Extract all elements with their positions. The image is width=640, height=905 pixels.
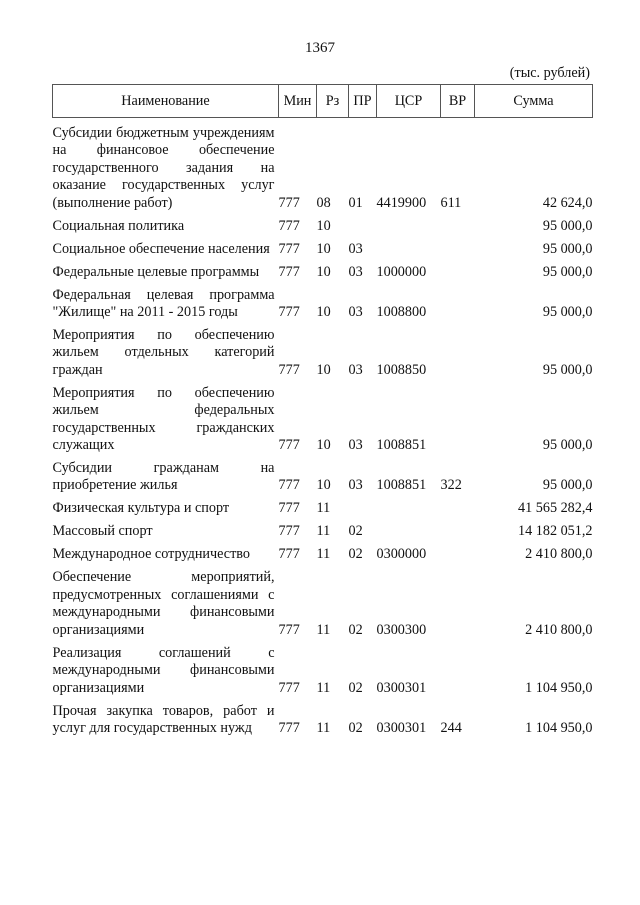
cell-csr: 0300300 [376,621,427,638]
cell-sum: 95 000,0 [542,263,593,280]
cell-name: Физическая культура и спорт [52,500,230,517]
cell-name: Социальная политика [52,217,185,234]
cell-rz: 11 [316,500,331,517]
cell-min: 777 [278,304,300,321]
cell-min: 777 [278,719,300,736]
cell-name: Федеральные целевые программы [52,263,260,280]
cell-min: 777 [278,500,300,517]
cell-pr: 02 [348,523,363,540]
table-row [53,235,593,258]
cell-name: Мероприятия по обеспечению жильем отдельных категорий граждан [52,327,275,378]
cell-rz: 10 [316,217,331,234]
cell-min: 777 [278,194,300,211]
cell-name: Социальное обеспечение населения [52,240,270,257]
header-name: Наименование [53,85,279,118]
table-row [53,639,593,697]
cell-min: 777 [278,263,300,280]
units-label: (тыс. рублей) [509,65,590,81]
cell-pr [349,495,377,518]
table-row [53,495,593,518]
cell-name: Субсидии бюджетным учреждениям на финансовое обеспечение государственного задания на оказание государственных услуг (выполнение работ) [52,125,275,211]
cell-vr [441,281,475,321]
cell-vr [441,541,475,564]
cell-csr: 0300301 [376,679,427,696]
cell-name: Прочая закупка товаров, работ и услуг для государственных нужд [52,702,275,736]
cell-name: Федеральная целевая программа "Жилище" на 2011 - 2015 годы [52,286,275,321]
cell-csr: 1008800 [376,304,427,321]
cell-csr: 0300301 [376,719,427,736]
page-number: 1367 [305,40,335,56]
cell-csr: 4419900 [376,194,427,211]
cell-name: Субсидии гражданам на приобретение жилья [52,460,275,494]
cell-rz: 11 [316,523,331,540]
cell-sum: 41 565 282,4 [518,500,593,517]
cell-rz: 11 [316,719,331,736]
cell-rz: 11 [316,679,331,696]
header-pr: ПР [349,85,377,118]
cell-vr [441,321,475,379]
cell-min: 777 [278,477,300,494]
cell-csr [377,212,441,235]
cell-pr: 02 [348,546,363,563]
table-row [53,118,593,213]
cell-csr [377,235,441,258]
cell-rz: 10 [316,263,331,280]
cell-name: Реализация соглашений с международными финансовыми организациями [52,644,275,696]
cell-sum: 95 000,0 [542,437,593,454]
cell-vr [441,495,475,518]
cell-pr: 02 [348,621,363,638]
cell-rz: 11 [316,621,331,638]
cell-vr [441,379,475,454]
table-row [53,564,593,639]
cell-min: 777 [278,361,300,378]
cell-sum: 95 000,0 [542,240,593,257]
cell-min: 777 [278,523,300,540]
cell-csr: 0300000 [376,546,427,563]
table-row [53,454,593,494]
cell-csr [377,495,441,518]
cell-rz: 11 [316,546,331,563]
cell-name: Международное сотрудничество [52,546,250,563]
cell-vr [441,258,475,281]
table-row [53,212,593,235]
cell-sum: 1 104 950,0 [525,679,593,696]
header-sum: Сумма [475,85,593,118]
cell-pr: 03 [348,361,363,378]
table-row [53,518,593,541]
cell-csr: 1008850 [376,361,427,378]
cell-min: 777 [278,240,300,257]
cell-pr: 03 [348,263,363,280]
table-row [53,281,593,321]
cell-vr [441,518,475,541]
cell-vr [441,212,475,235]
cell-csr: 1008851 [376,437,427,454]
table-row [53,379,593,454]
cell-sum: 95 000,0 [542,217,593,234]
cell-rz: 08 [316,194,331,211]
cell-min: 777 [278,217,300,234]
cell-sum: 14 182 051,2 [518,523,593,540]
cell-sum: 95 000,0 [542,477,593,494]
table-row [53,697,593,737]
cell-name: Массовый спорт [52,523,153,540]
cell-pr: 03 [348,437,363,454]
cell-sum: 42 624,0 [542,194,593,211]
cell-sum: 2 410 800,0 [525,621,593,638]
cell-rz: 10 [316,304,331,321]
cell-vr: 611 [440,194,462,211]
cell-name: Мероприятия по обеспечению жильем федеральных государственных гражданских служащих [52,384,275,454]
cell-pr: 02 [348,679,363,696]
header-vr: ВР [441,85,475,118]
cell-rz: 10 [316,240,331,257]
cell-name: Обеспечение мероприятий, предусмотренных соглашениями с международными финансовыми организациями [52,569,275,638]
table-row [53,541,593,564]
cell-sum: 95 000,0 [542,304,593,321]
cell-vr: 322 [440,477,462,494]
header-min: Мин [279,85,317,118]
cell-min: 777 [278,437,300,454]
cell-sum: 95 000,0 [542,361,593,378]
table-row [53,321,593,379]
cell-rz: 10 [316,361,331,378]
cell-rz: 10 [316,477,331,494]
cell-sum: 1 104 950,0 [525,719,593,736]
cell-pr: 03 [348,240,363,257]
cell-pr: 03 [348,477,363,494]
cell-min: 777 [278,679,300,696]
budget-table [52,84,593,737]
cell-csr: 1008851 [376,477,427,494]
cell-pr: 01 [348,194,363,211]
table-row [53,258,593,281]
table-header [53,85,593,118]
cell-pr: 03 [348,304,363,321]
cell-vr [441,639,475,697]
cell-csr: 1000000 [376,263,427,280]
cell-rz: 10 [316,437,331,454]
cell-pr [349,212,377,235]
cell-vr [441,564,475,639]
cell-vr: 244 [440,719,462,736]
cell-vr [441,235,475,258]
cell-sum: 2 410 800,0 [525,546,593,563]
header-rz: Рз [317,85,349,118]
cell-pr: 02 [348,719,363,736]
header-csr: ЦСР [377,85,441,118]
cell-csr [377,518,441,541]
cell-min: 777 [278,546,300,563]
cell-min: 777 [278,621,300,638]
